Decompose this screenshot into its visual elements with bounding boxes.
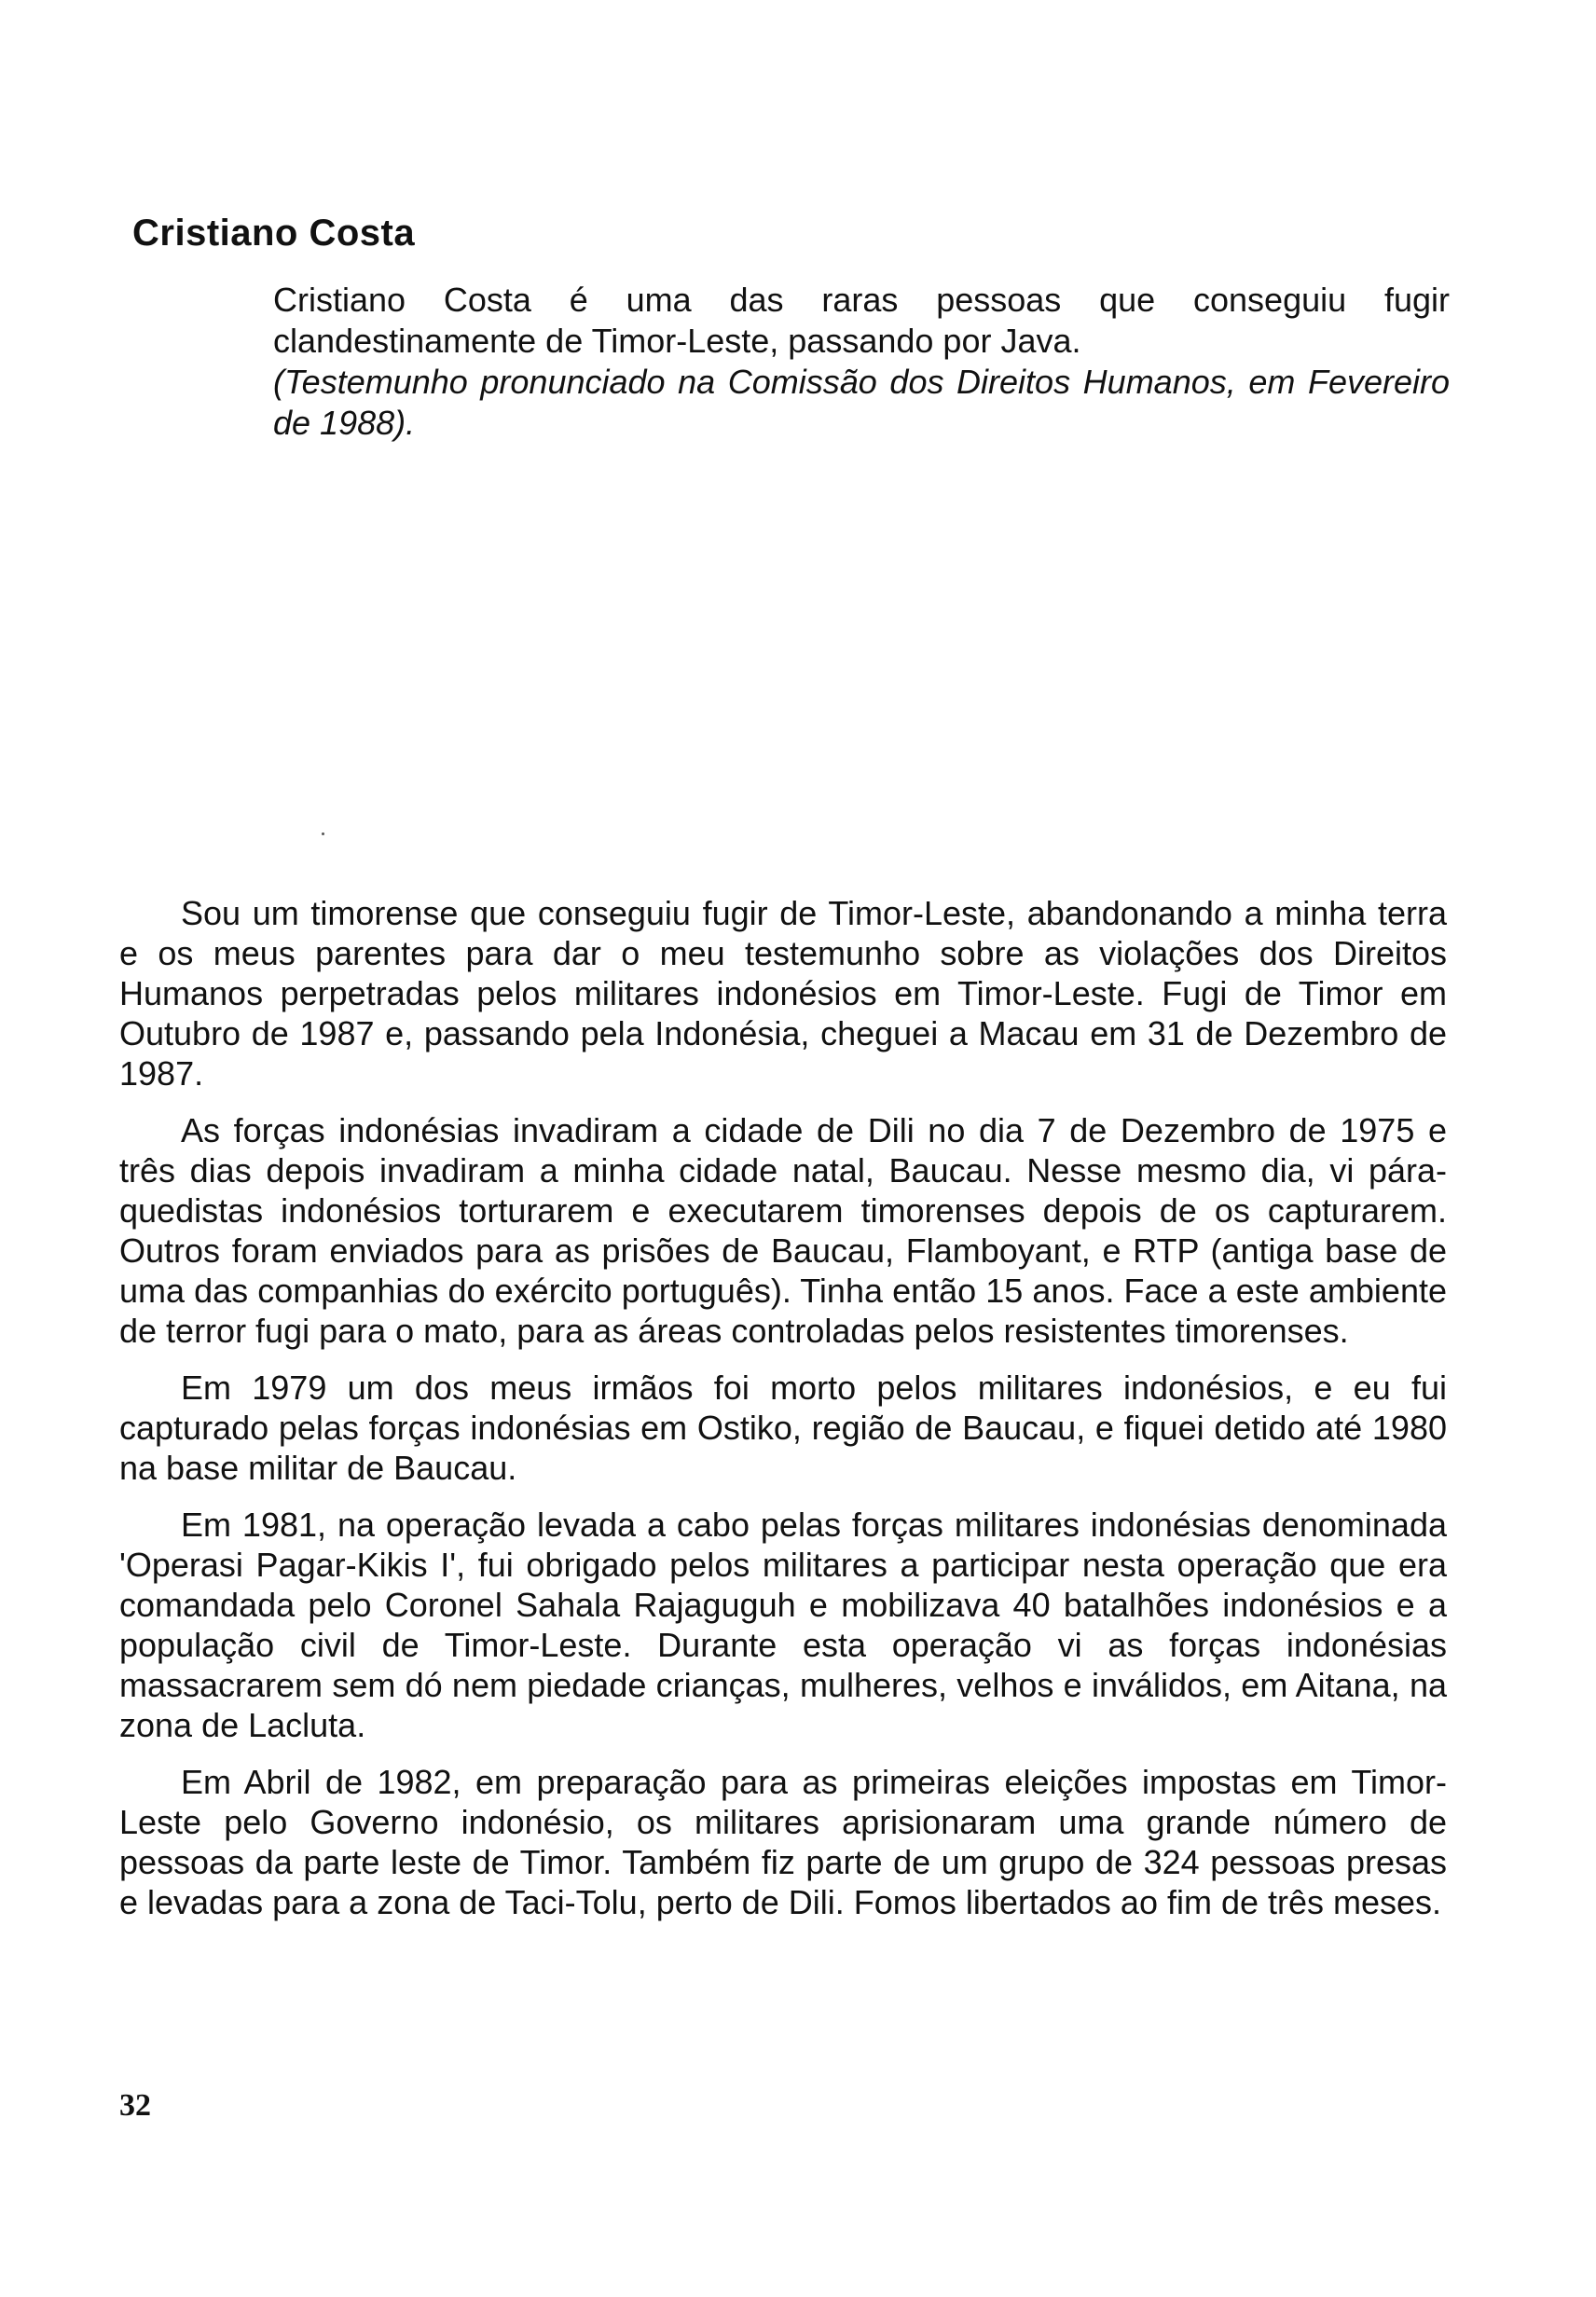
section-heading: Cristiano Costa xyxy=(132,213,416,254)
paragraph-1: Sou um timorense que conseguiu fugir de Timor-Leste, abandonando a minha terra e os meus parentes para dar o meu testemunho sobre as violações dos Direitos Humanos perpetradas pelos militares indonésios em Timor-Leste. Fugi de Timor em Outubro de 1987 e, passando pela Indonésia, cheguei a Macau em 31 de Dezembro de 1987. xyxy=(119,894,1447,1093)
intro-description: Cristiano Costa é uma das raras pessoas que conseguiu fugir clandestinamente de Timor-Leste, passando por Java. xyxy=(273,281,1450,360)
page-number: 32 xyxy=(119,2088,151,2123)
paragraph-5: Em Abril de 1982, em preparação para as primeiras eleições impostas em Timor-Leste pelo Governo indonésio, os militares aprisionaram uma grande número de pessoas da parte leste de Timor. Também fiz parte de um grupo de 324 pessoas presas e levadas para a zona de Taci-Tolu, perto de Dili. Fomos libertados ao fim de três meses. xyxy=(119,1763,1447,1921)
paragraph-2: As forças indonésias invadiram a cidade de Dili no dia 7 de Dezembro de 1975 e três dias depois invadiram a minha cidade natal, Baucau. Nesse mesmo dia, vi pára-quedistas indonésios torturarem e executarem timorenses depois de os capturarem. Outros foram enviados para as prisões de Baucau, Flamboyant, e RTP (antiga base de uma das companhias do exército português). Tinha então 15 anos. Face a este ambiente de terror fugi para o mato, para as áreas controladas pelos resistentes timorenses. xyxy=(119,1111,1447,1350)
paragraph-3: Em 1979 um dos meus irmãos foi morto pelos militares indonésios, e eu fui capturado pelas forças indonésias em Ostiko, região de Baucau, e fiquei detido até 1980 na base militar de Baucau. xyxy=(119,1369,1447,1487)
paragraph-4: Em 1981, na operação levada a cabo pelas forças militares indonésias denominada 'Operasi Pagar-Kikis I', fui obrigado pelos militares a participar nesta operação que era comandada pelo Coronel Sahala Rajaguguh e mobilizava 40 batalhões indonésios e a população civil de Timor-Leste. Durante esta operação vi as forças indonésias massacrarem sem dó nem piedade crianças, mulheres, velhos e inválidos, em Aitana, na zona de Lacluta. xyxy=(119,1506,1447,1744)
intro-citation: (Testemunho pronunciado na Comissão dos Direitos Humanos, em Fevereiro de 1988). xyxy=(273,363,1450,442)
stray-dot xyxy=(322,832,324,835)
intro-block xyxy=(273,280,1450,444)
testimony-body xyxy=(119,893,1447,1939)
